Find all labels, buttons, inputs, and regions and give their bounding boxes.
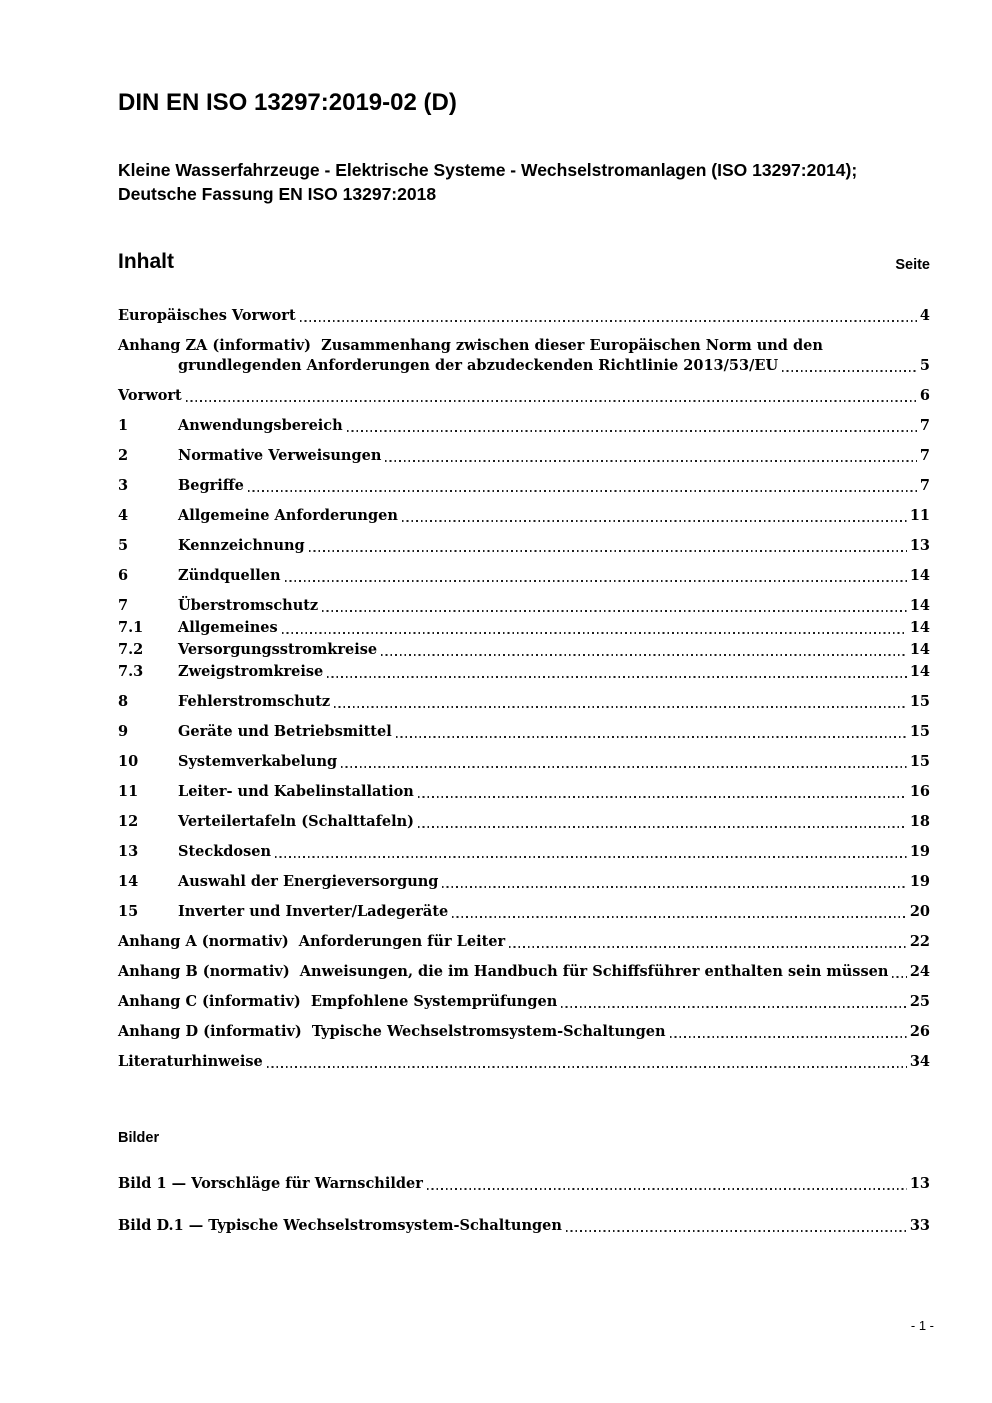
toc-leader-dots	[892, 976, 906, 978]
toc-entry-number: 5	[118, 537, 129, 555]
toc-entry-number: 7.3	[118, 663, 144, 681]
toc-leader-dots	[381, 654, 907, 656]
toc-entry-page: 16	[909, 783, 930, 801]
toc-entry-number: 3	[118, 477, 129, 495]
figures-heading: Bilder	[118, 1130, 160, 1147]
toc-entry-label: Verteilertafeln (Schalttafeln)	[178, 813, 415, 831]
toc-entry-label: Bild D.1 — Typische Wechselstromsystem-Schaltungen	[118, 1217, 562, 1235]
toc-entry-page: 33	[909, 1217, 930, 1235]
document-title: DIN EN ISO 13297:2019-02 (D)	[118, 89, 457, 116]
toc-header	[118, 250, 930, 274]
toc-entry-page: 4	[919, 307, 930, 325]
toc-entry-page: 19	[909, 873, 930, 891]
toc-leader-dots	[561, 1006, 907, 1008]
toc-entry-page: 7	[919, 477, 930, 495]
toc-entry-number: 12	[118, 813, 139, 831]
toc-entry-page: 14	[909, 597, 930, 615]
toc-entry-page: 25	[909, 993, 930, 1011]
toc-entry-label: Fehlerstromschutz	[178, 693, 331, 711]
toc-entry-label: Bild 1 — Vorschläge für Warnschilder	[118, 1175, 423, 1193]
toc-leader-dots	[442, 886, 906, 888]
toc-entry-page: 15	[909, 753, 930, 771]
toc-entry-label-cont: grundlegenden Anforderungen der abzudeckenden Richtlinie 2013/53/EU	[178, 357, 779, 375]
toc-entry	[118, 596, 930, 616]
toc-entry-number: 2	[118, 447, 129, 465]
toc-leader-dots	[782, 370, 917, 372]
toc-entry-label: Anhang D (informativ) Typische Wechselstromsystem-Schaltungen	[118, 1023, 666, 1041]
toc-leader-dots	[402, 520, 907, 522]
toc-entry-label: Normative Verweisungen	[178, 447, 382, 465]
toc-leader-dots	[282, 632, 907, 634]
toc-entry-continuation	[118, 356, 930, 376]
toc-entry-label: Literaturhinweise	[118, 1053, 263, 1071]
toc-entry-label: Allgemeine Anforderungen	[178, 507, 398, 525]
toc-entry	[118, 566, 930, 586]
toc-entry-page: 14	[909, 641, 930, 659]
toc-leader-dots	[396, 736, 907, 738]
toc-entry-number: 11	[118, 783, 139, 801]
toc-entry-page: 18	[909, 813, 930, 831]
toc-entry	[118, 1052, 930, 1072]
page-number-footer: - 1 -	[910, 1318, 934, 1333]
toc-leader-dots	[334, 706, 907, 708]
toc-entry	[118, 306, 930, 326]
toc-leader-dots	[347, 430, 917, 432]
toc-entry	[118, 1174, 930, 1194]
toc-entry-number: 9	[118, 723, 129, 741]
toc-leader-dots	[385, 460, 917, 462]
toc-entry	[118, 1022, 930, 1042]
toc-entry	[118, 386, 930, 406]
toc-entry-label: Überstromschutz	[178, 597, 319, 615]
toc-entry-number: 1	[118, 417, 129, 435]
toc-leader-dots	[267, 1066, 907, 1068]
toc-leader-dots	[309, 550, 907, 552]
toc-entry-page: 13	[909, 537, 930, 555]
toc-leader-dots	[452, 916, 907, 918]
toc-heading: Inhalt	[118, 250, 174, 274]
toc-entry-label: Versorgungsstromkreise	[178, 641, 378, 659]
toc-entry-page: 24	[909, 963, 930, 981]
toc-entry-number: 15	[118, 903, 139, 921]
toc-entry-label: Allgemeines	[178, 619, 278, 637]
toc-entry	[118, 782, 930, 802]
toc-entry	[118, 536, 930, 556]
toc-entry	[118, 1216, 930, 1236]
toc-entry-page: 15	[909, 723, 930, 741]
toc-entry-number: 10	[118, 753, 139, 771]
toc-leader-dots	[418, 826, 907, 828]
toc-leader-dots	[327, 676, 907, 678]
toc-entry	[118, 962, 930, 982]
toc-entry-page: 26	[909, 1023, 930, 1041]
toc-entry-label: Anhang B (normativ) Anweisungen, die im Handbuch für Schiffsführer enthalten sein müssen	[118, 963, 889, 981]
toc-entry-label: Zündquellen	[178, 567, 281, 585]
toc-leader-dots	[322, 610, 907, 612]
toc-entry-label: Europäisches Vorwort	[118, 307, 296, 325]
toc-leader-dots	[341, 766, 907, 768]
toc-entry-page: 22	[909, 933, 930, 951]
toc-entry-page: 15	[909, 693, 930, 711]
toc-entry	[118, 336, 930, 376]
toc-entry-page: 11	[909, 507, 930, 525]
toc-entry-number: 13	[118, 843, 139, 861]
toc-entry-number: 14	[118, 873, 139, 891]
document-subtitle: Kleine Wasserfahrzeuge - Elektrische Systeme - Wechselstromanlagen (ISO 13297:2014); Deutsche Fassung EN ISO 13297:2018	[118, 160, 858, 205]
toc-entry-page: 7	[919, 447, 930, 465]
toc-entry-page: 14	[909, 567, 930, 585]
toc-entry-label: Leiter- und Kabelinstallation	[178, 783, 414, 801]
toc-entry	[118, 640, 930, 660]
toc-entry	[118, 506, 930, 526]
toc-entry-number: 6	[118, 567, 129, 585]
toc-entry-page: 19	[909, 843, 930, 861]
toc-entry	[118, 722, 930, 742]
toc-leader-dots	[285, 580, 907, 582]
toc-entry	[118, 446, 930, 466]
toc-entry-label: Systemverkabelung	[178, 753, 338, 771]
toc-entry	[118, 842, 930, 862]
toc-entry-label: Kennzeichnung	[178, 537, 305, 555]
toc-entry-page: 34	[909, 1053, 930, 1071]
toc-leader-dots	[427, 1188, 907, 1190]
toc-leader-dots	[566, 1230, 907, 1232]
toc-entry-label: Vorwort	[118, 387, 182, 405]
toc-entry	[118, 416, 930, 436]
toc-leader-dots	[186, 400, 917, 402]
toc-entry	[118, 932, 930, 952]
toc-leader-dots	[248, 490, 917, 492]
toc-entry-page: 7	[919, 417, 930, 435]
toc-entry-page: 14	[909, 663, 930, 681]
toc-entry	[118, 662, 930, 682]
toc-entry-label: Auswahl der Energieversorgung	[178, 873, 439, 891]
toc-entry-label: Anhang C (informativ) Empfohlene Systemprüfungen	[118, 993, 558, 1011]
toc-entry	[118, 752, 930, 772]
toc-entry-label: Inverter und Inverter/Ladegeräte	[178, 903, 449, 921]
toc-leader-dots	[509, 946, 907, 948]
toc-leader-dots	[300, 320, 917, 322]
toc-entry-number: 7	[118, 597, 129, 615]
toc-entry	[118, 872, 930, 892]
toc-entry-label: Anhang ZA (informativ) Zusammenhang zwischen dieser Europäischen Norm und den	[118, 337, 823, 355]
toc-entry-label: Geräte und Betriebsmittel	[178, 723, 392, 741]
toc-entry-page: 20	[909, 903, 930, 921]
toc-leader-dots	[275, 856, 907, 858]
toc-entry	[118, 992, 930, 1012]
toc-entry	[118, 902, 930, 922]
toc-entry	[118, 476, 930, 496]
toc-entry-page: 5	[919, 357, 930, 375]
toc-entry-number: 8	[118, 693, 129, 711]
toc-entry-label: Anwendungsbereich	[178, 417, 343, 435]
toc-entry-number: 7.1	[118, 619, 144, 637]
toc-entry	[118, 618, 930, 638]
toc-entry-label: Zweigstromkreise	[178, 663, 324, 681]
toc-entry-page: 13	[909, 1175, 930, 1193]
toc-entry-number: 7.2	[118, 641, 144, 659]
toc-entry-label: Begriffe	[178, 477, 244, 495]
toc-entry	[118, 692, 930, 712]
toc-entry-label: Anhang A (normativ) Anforderungen für Leiter	[118, 933, 506, 951]
toc-entry-page: 14	[909, 619, 930, 637]
toc-entry-number: 4	[118, 507, 129, 525]
toc-page-column-label: Seite	[895, 257, 930, 274]
figures-list	[118, 1174, 930, 1236]
toc-leader-dots	[418, 796, 907, 798]
toc-entry	[118, 812, 930, 832]
toc-entry-page: 6	[919, 387, 930, 405]
toc-list	[118, 306, 930, 1072]
toc-leader-dots	[670, 1036, 907, 1038]
toc-entry-label: Steckdosen	[178, 843, 272, 861]
